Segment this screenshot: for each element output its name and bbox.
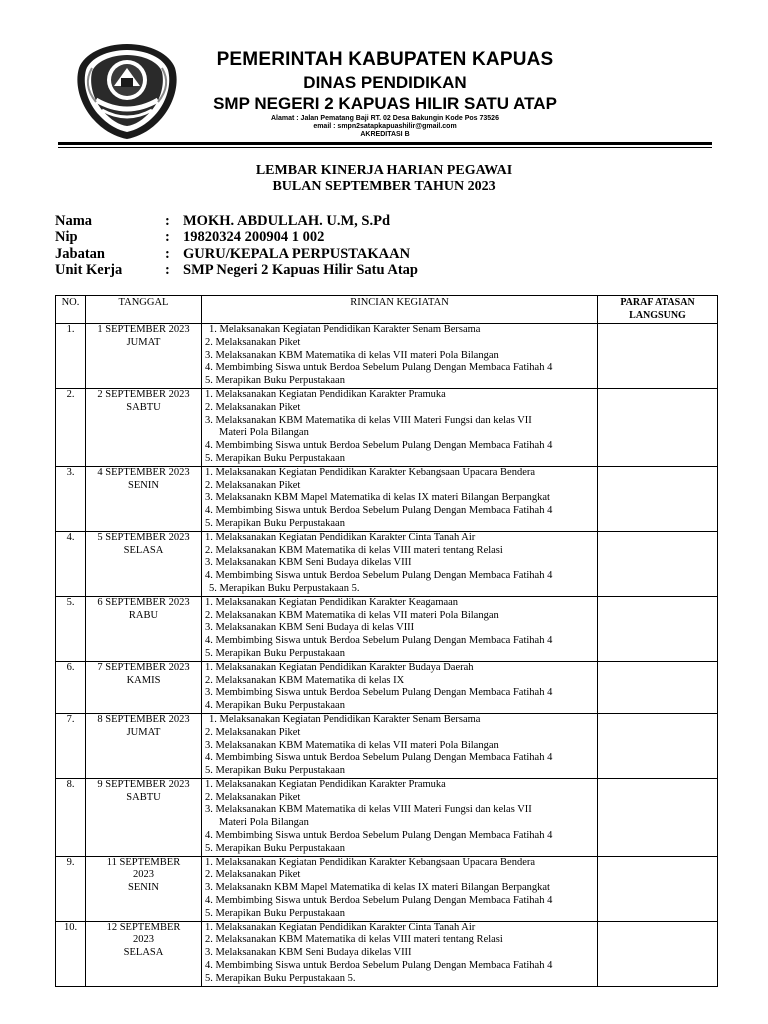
row-signature-cell — [598, 713, 718, 778]
activity-item: 4. Membimbing Siswa untuk Berdoa Sebelum Pulang Dengan Membaca Fatihah 4 — [205, 960, 553, 972]
row-date: 11 SEPTEMBER — [106, 856, 181, 868]
identity-label: Unit Kerja — [55, 261, 123, 278]
identity-label: Nama — [55, 213, 93, 229]
identity-colon: : — [165, 245, 170, 262]
row-activities — [202, 921, 598, 986]
activity-item: 1. Melaksanakan Kegiatan Pendidikan Karakter Pramuka — [205, 778, 446, 790]
activity-item: 3. Melaksanakan KBM Matematika di kelas VIII Materi Fungsi dan kelas VII — [205, 804, 532, 816]
row-day: SABTU — [126, 401, 161, 413]
row-date-cell — [86, 324, 202, 389]
header-paraf: PARAF ATASAN LANGSUNG — [598, 296, 718, 324]
activity-item: 5. Merapikan Buku Perpustakaan 5. — [209, 582, 360, 594]
row-activities — [202, 324, 598, 389]
row-date: 2 SEPTEMBER 2023 — [97, 388, 190, 400]
identity-row-unit-kerja — [55, 262, 418, 278]
row-signature-cell — [598, 778, 718, 856]
row-date: 2023 — [133, 869, 154, 881]
row-signature-cell — [598, 661, 718, 713]
row-date-cell — [86, 661, 202, 713]
row-number: 10. — [56, 921, 86, 986]
activity-item: 2. Melaksanakan Piket — [205, 791, 301, 803]
activity-item: 5. Merapikan Buku Perpustakaan — [205, 765, 345, 777]
row-date-cell — [86, 388, 202, 466]
activity-item: 2. Melaksanakan Piket — [205, 336, 301, 348]
activity-item: 3. Melaksanakan KBM Seni Budaya dikelas VIII — [205, 947, 412, 959]
activity-item: 5. Merapikan Buku Perpustakaan — [205, 375, 345, 387]
activity-item: 2. Melaksanakan Piket — [205, 401, 301, 413]
table-row — [56, 856, 718, 921]
activity-item: 5. Merapikan Buku Perpustakaan — [205, 907, 345, 919]
activity-item: 4. Membimbing Siswa untuk Berdoa Sebelum Pulang Dengan Membaca Fatihah 4 — [205, 895, 553, 907]
row-number: 2. — [56, 388, 86, 466]
activity-item: 4. Membimbing Siswa untuk Berdoa Sebelum Pulang Dengan Membaca Fatihah 4 — [205, 440, 553, 452]
activity-item: 1. Melaksanakan Kegiatan Pendidikan Karakter Senam Bersama — [209, 713, 481, 725]
identity-value: MOKH. ABDULLAH. U.M, S.Pd — [183, 213, 391, 229]
activity-item: 3. Membimbing Siswa untuk Berdoa Sebelum Pulang Dengan Membaca Fatihah 4 — [205, 687, 553, 699]
activity-item: 1. Melaksanakan Kegiatan Pendidikan Karakter Pramuka — [205, 388, 446, 400]
row-day: JUMAT — [126, 726, 161, 738]
activity-item: 3. Melaksanakn KBM Mapel Matematika di kelas IX materi Bilangan Berpangkat — [205, 492, 550, 504]
activity-item: 4. Membimbing Siswa untuk Berdoa Sebelum Pulang Dengan Membaca Fatihah 4 — [205, 752, 553, 764]
letterhead-rule-thin — [58, 147, 712, 148]
activity-item: 5. Merapikan Buku Perpustakaan 5. — [205, 972, 356, 984]
identity-row-nama — [55, 213, 418, 229]
row-number: 8. — [56, 778, 86, 856]
row-date-cell — [86, 466, 202, 531]
row-date: 8 SEPTEMBER 2023 — [97, 713, 190, 725]
activity-item: 2. Melaksanakan Piket — [205, 869, 301, 881]
identity-colon: : — [165, 229, 170, 246]
activity-log-table — [55, 295, 718, 987]
row-signature-cell — [598, 531, 718, 596]
accreditation: AKREDITASI B — [360, 131, 410, 138]
activity-item: 5. Merapikan Buku Perpustakaan — [205, 647, 345, 659]
row-activities — [202, 713, 598, 778]
employee-identity — [55, 213, 418, 278]
activity-item: 4. Membimbing Siswa untuk Berdoa Sebelum Pulang Dengan Membaca Fatihah 4 — [205, 830, 553, 842]
row-date: 5 SEPTEMBER 2023 — [97, 531, 190, 543]
title-line-1: LEMBAR KINERJA HARIAN PEGAWAI — [255, 163, 513, 178]
activity-item: 2. Melaksanakan KBM Matematika di kelas VII materi Pola Bilangan — [205, 609, 499, 621]
identity-label: Nip — [55, 229, 78, 246]
row-activities — [202, 466, 598, 531]
table-row — [56, 596, 718, 661]
table-body — [56, 324, 718, 987]
table-row — [56, 921, 718, 986]
identity-colon: : — [165, 261, 170, 278]
header-no: NO. — [56, 296, 86, 324]
row-date: 2023 — [133, 934, 154, 946]
row-signature-cell — [598, 466, 718, 531]
activity-item: 2. Melaksanakan Piket — [205, 479, 301, 491]
row-number: 5. — [56, 596, 86, 661]
row-number: 1. — [56, 324, 86, 389]
activity-item: 4. Membimbing Siswa untuk Berdoa Sebelum Pulang Dengan Membaca Fatihah 4 — [205, 635, 553, 647]
activity-item: 2. Melaksanakan KBM Matematika di kelas IX — [205, 674, 405, 686]
activity-item: 1. Melaksanakan Kegiatan Pendidikan Karakter Cinta Tanah Air — [205, 921, 476, 933]
row-number: 6. — [56, 661, 86, 713]
activity-item: 4. Merapikan Buku Perpustakaan — [205, 700, 345, 712]
school-email: email : smpn2satapkapuashilir@gmail.com — [313, 123, 457, 130]
activity-item: 3. Melaksanakan KBM Matematika di kelas VII materi Pola Bilangan — [205, 349, 499, 361]
activity-item: 5. Merapikan Buku Perpustakaan — [205, 842, 345, 854]
identity-value: SMP Negeri 2 Kapuas Hilir Satu Atap — [183, 261, 418, 278]
identity-row-nip — [55, 229, 418, 245]
activity-item: 3. Melaksanakan KBM Matematika di kelas VII materi Pola Bilangan — [205, 739, 499, 751]
activity-item: 3. Melaksanakan KBM Seni Budaya di kelas VIII — [205, 622, 415, 634]
identity-row-jabatan — [55, 246, 418, 262]
activity-item: Materi Pola Bilangan — [219, 427, 309, 439]
activity-item: 1. Melaksanakan Kegiatan Pendidikan Karakter Keagamaan — [205, 596, 459, 608]
header-tanggal: TANGGAL — [86, 296, 202, 324]
table-row — [56, 531, 718, 596]
activity-item: 1. Melaksanakan Kegiatan Pendidikan Karakter Senam Bersama — [209, 324, 481, 335]
row-signature-cell — [598, 324, 718, 389]
row-number: 3. — [56, 466, 86, 531]
activity-item: 5. Merapikan Buku Perpustakaan — [205, 517, 345, 529]
table-row — [56, 661, 718, 713]
row-day: RABU — [128, 609, 159, 621]
row-signature-cell — [598, 856, 718, 921]
row-activities — [202, 388, 598, 466]
row-date-cell — [86, 921, 202, 986]
header-rincian: RINCIAN KEGIATAN — [202, 296, 598, 324]
activity-item: 3. Melaksanakan KBM Seni Budaya dikelas VIII — [205, 557, 412, 569]
row-date-cell — [86, 596, 202, 661]
row-day: SENIN — [128, 882, 159, 894]
document-title — [0, 163, 768, 195]
row-date: 7 SEPTEMBER 2023 — [97, 661, 190, 673]
letterhead-rule-thick — [58, 142, 712, 145]
table-row — [56, 713, 718, 778]
row-date-cell — [86, 778, 202, 856]
row-day: JUMAT — [126, 336, 161, 348]
row-day: KAMIS — [126, 674, 161, 686]
government-name: PEMERINTAH KABUPATEN KAPUAS — [216, 49, 554, 70]
row-day: SENIN — [128, 479, 159, 491]
activity-item: 2. Melaksanakan KBM Matematika di kelas VIII materi tentang Relasi — [205, 544, 503, 556]
table-header-row — [56, 296, 718, 324]
identity-colon: : — [165, 213, 170, 229]
table-row — [56, 466, 718, 531]
activity-item: 2. Melaksanakan KBM Matematika di kelas VIII materi tentang Relasi — [205, 934, 503, 946]
activity-item: 4. Membimbing Siswa untuk Berdoa Sebelum Pulang Dengan Membaca Fatihah 4 — [205, 570, 553, 582]
activity-item: 1. Melaksanakan Kegiatan Pendidikan Karakter Kebangsaan Upacara Bendera — [205, 466, 536, 478]
table-row — [56, 778, 718, 856]
activity-item: 1. Melaksanakan Kegiatan Pendidikan Karakter Kebangsaan Upacara Bendera — [205, 856, 536, 868]
row-activities — [202, 856, 598, 921]
row-day: SELASA — [123, 947, 164, 959]
row-date: 4 SEPTEMBER 2023 — [97, 466, 190, 478]
activity-item: 4. Membimbing Siswa untuk Berdoa Sebelum Pulang Dengan Membaca Fatihah 4 — [205, 362, 553, 374]
identity-value: 19820324 200904 1 002 — [183, 229, 325, 246]
row-signature-cell — [598, 388, 718, 466]
activity-item: 3. Melaksanakn KBM Mapel Matematika di kelas IX materi Bilangan Berpangkat — [205, 882, 550, 894]
school-address: Alamat : Jalan Pematang Baji RT. 02 Desa Bakungin Kode Pos 73526 — [271, 115, 499, 122]
activity-item: Materi Pola Bilangan — [219, 817, 309, 829]
letterhead-text — [190, 48, 580, 139]
row-date-cell — [86, 531, 202, 596]
row-signature-cell — [598, 596, 718, 661]
letterhead — [0, 0, 768, 150]
identity-value: GURU/KEPALA PERPUSTAKAAN — [183, 245, 411, 262]
row-date-cell — [86, 713, 202, 778]
row-activities — [202, 661, 598, 713]
kapuas-regency-emblem-icon — [72, 40, 182, 140]
row-date-cell — [86, 856, 202, 921]
activity-item: 4. Membimbing Siswa untuk Berdoa Sebelum Pulang Dengan Membaca Fatihah 4 — [205, 505, 553, 517]
activity-item: 2. Melaksanakan Piket — [205, 726, 301, 738]
row-activities — [202, 596, 598, 661]
row-number: 4. — [56, 531, 86, 596]
activity-item: 5. Merapikan Buku Perpustakaan — [205, 452, 345, 464]
title-line-2: BULAN SEPTEMBER TAHUN 2023 — [272, 179, 496, 194]
row-number: 7. — [56, 713, 86, 778]
school-name: SMP NEGERI 2 KAPUAS HILIR SATU ATAP — [213, 94, 557, 113]
department-name: DINAS PENDIDIKAN — [303, 73, 467, 92]
activity-item: 1. Melaksanakan Kegiatan Pendidikan Karakter Budaya Daerah — [205, 661, 474, 673]
row-activities — [202, 778, 598, 856]
table-row — [56, 324, 718, 389]
row-date: 1 SEPTEMBER 2023 — [97, 324, 190, 335]
row-signature-cell — [598, 921, 718, 986]
row-date: 6 SEPTEMBER 2023 — [97, 596, 190, 608]
row-day: SABTU — [126, 791, 161, 803]
row-activities — [202, 531, 598, 596]
row-date: 9 SEPTEMBER 2023 — [97, 778, 190, 790]
table-row — [56, 388, 718, 466]
row-day: SELASA — [123, 544, 164, 556]
activity-item: 3. Melaksanakan KBM Matematika di kelas VIII Materi Fungsi dan kelas VII — [205, 414, 532, 426]
row-date: 12 SEPTEMBER — [106, 921, 181, 933]
activity-item: 1. Melaksanakan Kegiatan Pendidikan Karakter Cinta Tanah Air — [205, 531, 476, 543]
row-number: 9. — [56, 856, 86, 921]
identity-label: Jabatan — [55, 245, 105, 262]
